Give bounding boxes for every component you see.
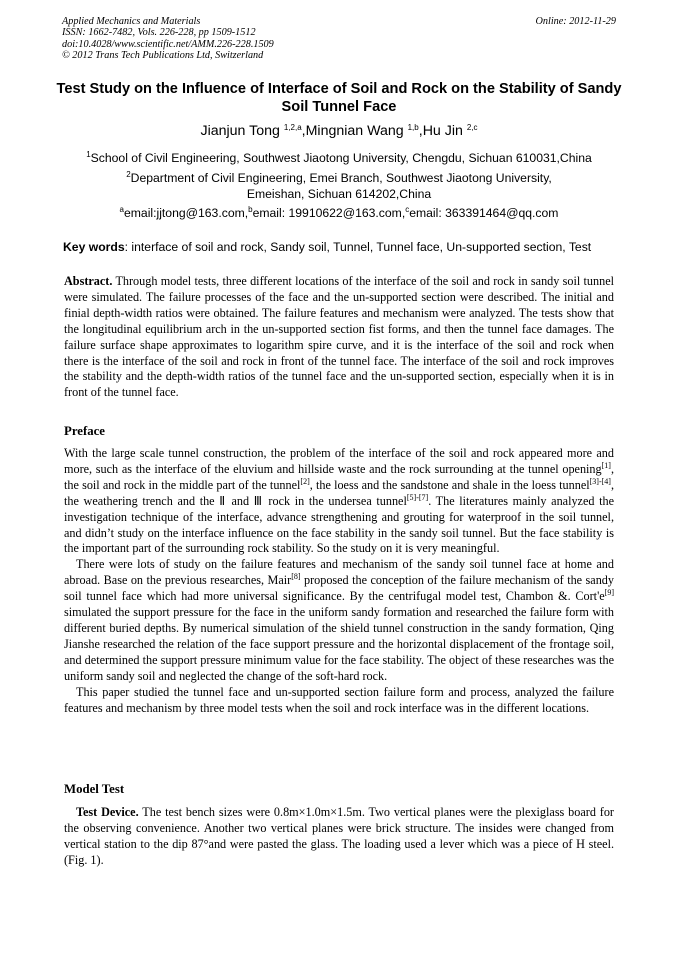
author-line: Jianjun Tong $^{1,2,a}$,Mingnian Wang $^{1,b}$,Hu Jin $^{2,c}$ bbox=[200, 123, 478, 139]
preface-paragraph-2 bbox=[64, 557, 614, 684]
abstract bbox=[64, 274, 614, 401]
affiliation-sup: 1 bbox=[86, 150, 91, 159]
email-sup: c bbox=[405, 205, 410, 214]
citation[interactable]: [2] bbox=[300, 476, 310, 486]
citation[interactable]: [1] bbox=[601, 460, 611, 470]
affiliation-sup: 2 bbox=[126, 170, 131, 179]
citation[interactable]: [3]-[4] bbox=[589, 476, 611, 486]
email-link[interactable]: email: 19910622@163.com, bbox=[252, 206, 406, 220]
author-sup: 1,2,a bbox=[283, 123, 302, 132]
doi-line: doi:10.4028/www.scientific.net/AMM.226-228.1509 bbox=[62, 38, 274, 50]
paper-title: Test Study on the Influence of Interface of Soil and Rock on the Stability of Sandy Soil Tunnel Face bbox=[56, 81, 622, 115]
citation[interactable]: [9] bbox=[604, 588, 614, 598]
affiliation-text: Department of Civil Engineering, Emei Branch, Southwest Jiaotong University, Emeishan, Sichuan 614202,China bbox=[130, 171, 552, 201]
online-date: Online: 2012-11-29 bbox=[535, 16, 616, 27]
paragraph-text: , the weathering trench and the Ⅱ and Ⅲ rock in the undersea tunnel bbox=[64, 477, 614, 508]
journal-name: Applied Mechanics and Materials bbox=[62, 16, 201, 27]
keywords-label: Key words bbox=[63, 240, 125, 254]
journal-header bbox=[62, 16, 616, 62]
affiliation-2 bbox=[96, 170, 582, 202]
subsection-label: Test Device. bbox=[76, 805, 139, 819]
paragraph-text: simulated the support pressure for the face in the uniform sandy formation and researched the failure form with different buried depths. By numerical simulation of the shield tunnel construction in the sandy formation, Qing Jianshe researched the relation of the face support pressure and the horizontal displacement of the frontage soil, and determined the support pressure minimum value for the face stability. The object of these researches was the uniform sandy soil and neglected the change of the soft-hard rock. bbox=[64, 605, 614, 683]
affiliation-text: School of Civil Engineering, Southwest Jiaotong University, Chengdu, Sichuan 610031,China bbox=[90, 151, 592, 165]
author-sup: 1,b bbox=[407, 123, 419, 132]
preface-paragraph-1 bbox=[64, 446, 614, 557]
email-link[interactable]: email: 363391464@qq.com bbox=[409, 206, 559, 220]
citation[interactable]: [8] bbox=[291, 572, 301, 582]
author-name: Hu Jin bbox=[422, 123, 463, 139]
abstract-text: Through model tests, three different locations of the interface of the soil and rock in sandy soil tunnel were simulated. The failure processes of the face and the un-supported section were described. The initial and finial depth-width ratios were obtained. The failure features and mechanism were analyzed. The tests show that the longitudinal equilibrium arch in the un-supported section fist forms, and then the tunnel face damages. The failure surface shape approximates to logarithm spire curve, and it is the interface of the soil and rock when there is the interface of the soil and rock in front of the tunnel face. The interface of the soil and rock improves the stability and the depth-width ratios of the tunnel face and the un-supported section, especially when it is in front of the tunnel face. bbox=[64, 274, 614, 400]
paragraph-text: , the soil and rock in the middle part of the tunnel bbox=[64, 461, 614, 492]
keywords bbox=[63, 240, 628, 254]
abstract-label: Abstract. bbox=[64, 274, 113, 288]
citation[interactable]: [5]-[7] bbox=[406, 492, 429, 502]
email-link[interactable]: email:jjtong@163.com, bbox=[123, 206, 249, 220]
author-name: Mingnian Wang bbox=[305, 123, 404, 139]
paragraph-text: . The literatures mainly analyzed the investigation technique of the interface, advance strengthening and grouting for waterproof in the soil tunnel, and didn’t study on the interface influence on the face stability in the sandy soil tunnel. But the face stability is the important part of the surrounding rock stability. So the study on it is very meaningful. bbox=[64, 493, 615, 556]
email-sup: a bbox=[119, 205, 124, 214]
section-heading-preface: Preface bbox=[64, 424, 105, 438]
issn-line: ISSN: 1662-7482, Vols. 226-228, pp 1509-1512 bbox=[62, 27, 256, 39]
keywords-text: : interface of soil and rock, Sandy soil, Tunnel, Tunnel face, Un-supported section, Test bbox=[124, 240, 592, 254]
paragraph-text: proposed the conception of the failure mechanism of the sandy soil tunnel face which had more universal significance. By the centrifugal model test, Chambon &. Cort'e bbox=[64, 573, 614, 604]
paragraph-text: The test bench sizes were 0.8m×1.0m×1.5m. Two vertical planes were the plexiglass board for the observing convenience. Another two vertical planes were brick structure. The insides were changed from vertical station to the dip 87°and were pasted the glass. The loading used a lever which was a piece of H steel. (Fig. 1). bbox=[64, 805, 614, 867]
paragraph-text: There were lots of study on the failure features and mechanism of the sandy soil tunnel face at home and abroad. Base on the previous researches, Mair bbox=[64, 557, 614, 588]
preface-body bbox=[64, 446, 614, 716]
section-heading-model-test: Model Test bbox=[64, 782, 125, 796]
preface-paragraph-3: This paper studied the tunnel face and un-supported section failure form and process, analyzed the failure features and mechanism by three model tests when the soil and rock interface was in the different locations. bbox=[64, 684, 614, 715]
model-test-body bbox=[64, 805, 614, 869]
author-name: Jianjun Tong bbox=[200, 123, 280, 139]
affiliation-1 bbox=[60, 150, 618, 166]
paragraph-text: With the large scale tunnel construction, the problem of the interface of the soil and rock appeared more and more, such as the interface of the eluvium and hillside waste and the rock surrounding at the tunnel opening bbox=[64, 446, 614, 476]
copyright-line: © 2012 Trans Tech Publications Ltd, Switzerland bbox=[62, 50, 264, 62]
email-sup: b bbox=[248, 205, 253, 214]
author-sup: 2,c bbox=[466, 123, 478, 132]
email-line bbox=[40, 206, 638, 220]
paragraph-text: , the loess and the sandstone and shale in the loess tunnel bbox=[309, 477, 590, 492]
